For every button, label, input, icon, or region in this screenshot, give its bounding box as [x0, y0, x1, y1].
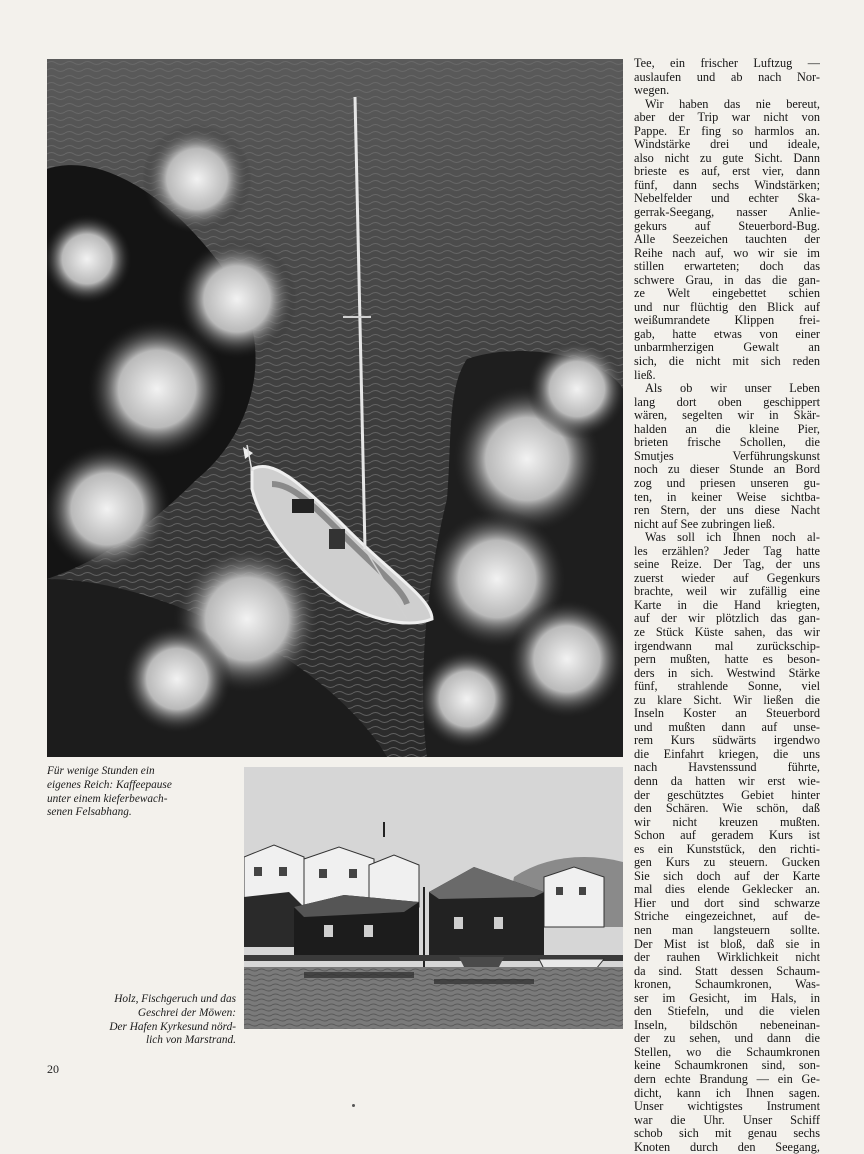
article-line: Als ob wir unser Leben: [645, 382, 820, 396]
article-line: ser im Gesicht, im Hals, in: [634, 991, 820, 1005]
article-line: Tee, ein frischer Luftzug —: [634, 57, 820, 70]
article-line: unbarmherzigen Gewalt an: [634, 341, 820, 355]
article-line: aber der Trip war nicht von: [634, 111, 820, 125]
article-line: Inseln Koster an Steuerbord: [634, 707, 820, 721]
article-line: Knoten durch den Seegang,: [634, 1140, 820, 1154]
article-line: fünf, dann sechs Windstärken;: [634, 178, 820, 192]
article-line: da sind. Statt dessen Schaum-: [634, 964, 820, 978]
article-line: Striche eingezeichnet, auf de-: [634, 910, 820, 924]
article-line: gekurs auf Steuerbord-Bug.: [634, 219, 820, 233]
article-line: fünf, strahlende Sonne, viel: [634, 680, 820, 694]
article-line: Smutjes Verführungskunst: [634, 449, 820, 463]
harbour-photo-illustration: [244, 767, 623, 1029]
article-line: Hier und dort sind schwarze: [634, 896, 820, 910]
article-line: der zu sehen, und dann die: [634, 1032, 820, 1046]
article-line: stillen erwarteten; doch das: [634, 260, 820, 274]
article-line: und nur flüchtig den Blick auf: [634, 300, 820, 314]
article-line: ließ.: [634, 368, 656, 382]
article-line: ze Welt eingebettet schien: [634, 287, 820, 301]
article-line: Sie sich doch auf der Karte: [634, 869, 820, 883]
article-line: zog und priesen unseren gu-: [634, 476, 820, 490]
article-line: Windstärke drei und ideale,: [634, 138, 820, 152]
article-line: dern echte Brandung — ein Ge-: [634, 1073, 820, 1087]
article-line: schwere Grau, in das die gan-: [634, 273, 820, 287]
article-line: zuerst wieder auf Gegenkurs: [634, 571, 820, 585]
article-line: Nebelfelder und echter Ska-: [634, 192, 820, 206]
article-line: war die Uhr. Unser Schiff: [634, 1113, 820, 1127]
article-line: halden an die kleine Pier,: [634, 422, 820, 436]
article-line: Alle Seezeichen tauchten der: [634, 233, 820, 247]
article-line: es ein Kunststück, den richti-: [634, 842, 820, 856]
article-line: ten, in keiner Weise sichtba-: [634, 490, 820, 504]
article-line: noch zu dieser Stunde an Bord: [634, 463, 820, 477]
article-line: ders in sich. Westwind Stärke: [634, 666, 820, 680]
harbour-photo: [244, 767, 623, 1029]
photo-caption-sailboat: Für wenige Stunden ein eigenes Reich: Kaffeepause unter einem kieferbewach- senen Felsabhang.: [47, 765, 172, 819]
article-line: dicht, kann ich Ihnen sagen.: [634, 1086, 820, 1100]
article-line: also nicht zu gute Sicht. Dann: [634, 151, 820, 165]
article-line: rem Kurs südwärts irgendwo: [634, 734, 820, 748]
article-line: irgendwann mal zurückschip-: [634, 639, 820, 653]
article-line: wegen.: [634, 84, 670, 98]
article-line: zu klare Sicht. Wir ließen die: [634, 693, 820, 707]
article-line: wir nicht kreuzen mußten.: [634, 815, 820, 829]
article-line: brieten frische Schollen, die: [634, 436, 820, 450]
article-line: denn da hatten wir erst wie-: [634, 774, 820, 788]
article-line: brachte, weil wir zufällig eine: [634, 585, 820, 599]
article-line: kronen, Schaumkronen, Was-: [634, 978, 820, 992]
article-line: den Stiefeln, und die vielen: [634, 1005, 820, 1019]
article-line: Wir haben das nie bereut,: [645, 97, 820, 111]
article-line: nen man langsteuern sollte.: [634, 924, 820, 937]
article-line: Karte in die Hand kriegten,: [634, 598, 820, 612]
article-line: auf der wir plötzlich das gan-: [634, 612, 820, 626]
article-line: mal dies elende Geklecker an.: [634, 883, 820, 897]
sailboat-aerial-photo: [47, 59, 623, 757]
article-line: ren Stern, der uns diese Nacht: [634, 504, 820, 518]
page-number: 20: [47, 1062, 59, 1076]
article-line: pern mußten, hatte es beson-: [634, 653, 820, 667]
article-line: schob sich mit genau sechs: [634, 1127, 820, 1141]
article-line: Inseln, bildschön nebeneinan-: [634, 1018, 820, 1032]
article-line: der geschütztes Gebiet hinter: [634, 788, 820, 802]
article-line: ze Stück Küste sahen, das wir: [634, 625, 820, 639]
article-line: Unser wichtigstes Instrument: [634, 1100, 820, 1114]
article-line: les erzählen? Jeder Tag hatte: [634, 544, 820, 558]
article-line: Pappe. Er fing so harmlos an.: [634, 124, 820, 138]
article-line: nach Havstenssund führte,: [634, 761, 820, 775]
article-line: Stellen, wo die Schaumkronen: [634, 1045, 820, 1059]
article-line: die Einfahrt kriegen, die uns: [634, 747, 820, 761]
article-line: Schon auf geradem Kurs ist: [634, 829, 820, 843]
article-text-column: [634, 57, 820, 1154]
article-line: seine Reize. Der Tag, der uns: [634, 558, 820, 572]
article-line: Was soll ich Ihnen noch al-: [645, 531, 820, 545]
article-line: nicht auf See zubringen ließ.: [634, 517, 776, 531]
article-line: der rauhen Wirklichkeit nicht: [634, 951, 820, 965]
article-line: gab, hatte etwas von einer: [634, 327, 820, 341]
print-dot: [352, 1104, 355, 1107]
article-line: brieste es auf, erst vier, dann: [634, 165, 820, 179]
article-line: lang dort oben geschippert: [634, 395, 820, 409]
sailboat-photo-illustration: [47, 59, 623, 757]
photo-caption-harbour: Holz, Fischgeruch und das Geschrei der Möwen: Der Hafen Kyrkesund nörd- lich von Marstrand.: [109, 993, 236, 1047]
article-line: weißumrandete Klippen frei-: [634, 314, 820, 328]
article-line: und mußten dann auf unse-: [634, 720, 820, 734]
article-line: Reihe nach auf, wo wir sie im: [634, 246, 820, 260]
article-line: keine Schaumkronen sind, son-: [634, 1059, 820, 1073]
article-line: sich, die nicht mit sich reden: [634, 355, 820, 369]
article-line: wären, segelten wir in Skär-: [634, 409, 820, 423]
article-line: auslaufen und ab nach Nor-: [634, 70, 820, 84]
article-line: Der Mist ist bloß, daß sie in: [634, 937, 820, 951]
article-line: gerrak-Seegang, nasser Anlie-: [634, 206, 820, 220]
article-line: gen Kurs zu steuern. Gucken: [634, 856, 820, 870]
article-line: den Schären. Wie schön, daß: [634, 802, 820, 816]
